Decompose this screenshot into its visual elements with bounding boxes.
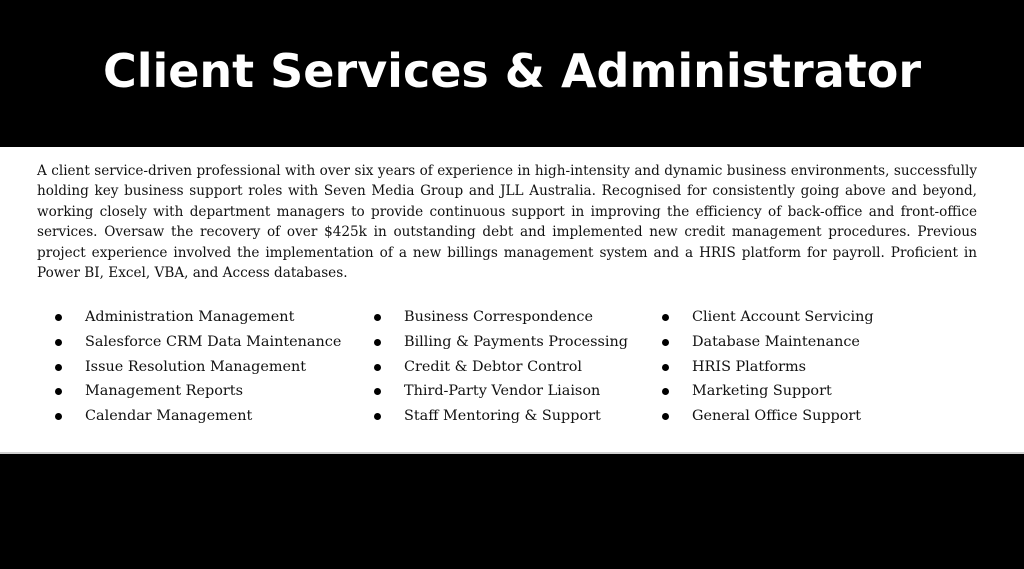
skill-item bbox=[404, 305, 628, 330]
skill-item bbox=[404, 404, 628, 429]
skill-item bbox=[692, 355, 874, 380]
skill-label: Calendar Management bbox=[85, 408, 253, 425]
bullet-icon bbox=[374, 314, 381, 321]
bullet-icon bbox=[374, 413, 381, 420]
bullet-icon bbox=[374, 364, 381, 371]
skill-label: Issue Resolution Management bbox=[85, 358, 307, 375]
skill-item bbox=[692, 379, 874, 404]
bullet-icon bbox=[662, 364, 669, 371]
skill-label: Management Reports bbox=[85, 383, 243, 400]
skill-item bbox=[692, 404, 874, 429]
bullet-icon bbox=[55, 413, 62, 420]
skill-label: Database Maintenance bbox=[692, 333, 860, 350]
skill-item bbox=[85, 305, 341, 330]
content-panel bbox=[0, 147, 1024, 454]
bullet-icon bbox=[55, 339, 62, 346]
bullet-icon bbox=[662, 388, 669, 395]
skill-label: HRIS Platforms bbox=[692, 358, 807, 375]
skills-grid bbox=[0, 305, 1024, 435]
skill-label: Salesforce CRM Data Maintenance bbox=[85, 333, 342, 350]
bullet-icon bbox=[662, 314, 669, 321]
skill-label: Marketing Support bbox=[692, 383, 832, 400]
bullet-icon bbox=[662, 339, 669, 346]
skill-item bbox=[85, 404, 341, 429]
bullet-icon bbox=[55, 364, 62, 371]
skill-label: Credit & Debtor Control bbox=[404, 358, 582, 375]
skill-item bbox=[85, 355, 341, 380]
skill-item bbox=[85, 330, 341, 355]
skill-label: Staff Mentoring & Support bbox=[404, 408, 601, 425]
skill-item bbox=[692, 330, 874, 355]
skill-label: General Office Support bbox=[692, 408, 862, 425]
skill-item bbox=[404, 379, 628, 404]
bullet-icon bbox=[374, 339, 381, 346]
page-title: Client Services & Administrator bbox=[102, 44, 922, 98]
skills-column-1 bbox=[85, 305, 341, 429]
title-banner bbox=[0, 0, 1024, 147]
skill-item bbox=[692, 305, 874, 330]
bullet-icon bbox=[374, 388, 381, 395]
skill-item bbox=[85, 379, 341, 404]
bullet-icon bbox=[55, 388, 62, 395]
skill-label: Third-Party Vendor Liaison bbox=[404, 383, 601, 400]
skill-item bbox=[404, 355, 628, 380]
skill-label: Business Correspondence bbox=[404, 309, 594, 325]
skill-label: Client Account Servicing bbox=[692, 309, 874, 325]
skills-column-3 bbox=[692, 305, 874, 429]
profile-summary: A client service-driven professional with over six years of experience in high-intensity and dynamic business environments, successfully holding key business support roles with Seven Media Group and JLL Australia. Recognised for consistently going above and beyond, working closely with department managers to provide continuous support in improving the efficiency of back-office and front-office services. Oversaw the recovery of over $425k in outstanding debt and implemented new credit management procedures. Previous project experience involved the implementation of a new billings management system and a HRIS platform for payroll. Proficient in Power BI, Excel, VBA, and Access databases. bbox=[37, 163, 977, 282]
skill-label: Administration Management bbox=[85, 309, 295, 325]
skill-label: Billing & Payments Processing bbox=[404, 333, 628, 350]
bullet-icon bbox=[55, 314, 62, 321]
bullet-icon bbox=[662, 413, 669, 420]
skill-item bbox=[404, 330, 628, 355]
skills-column-2 bbox=[404, 305, 628, 429]
